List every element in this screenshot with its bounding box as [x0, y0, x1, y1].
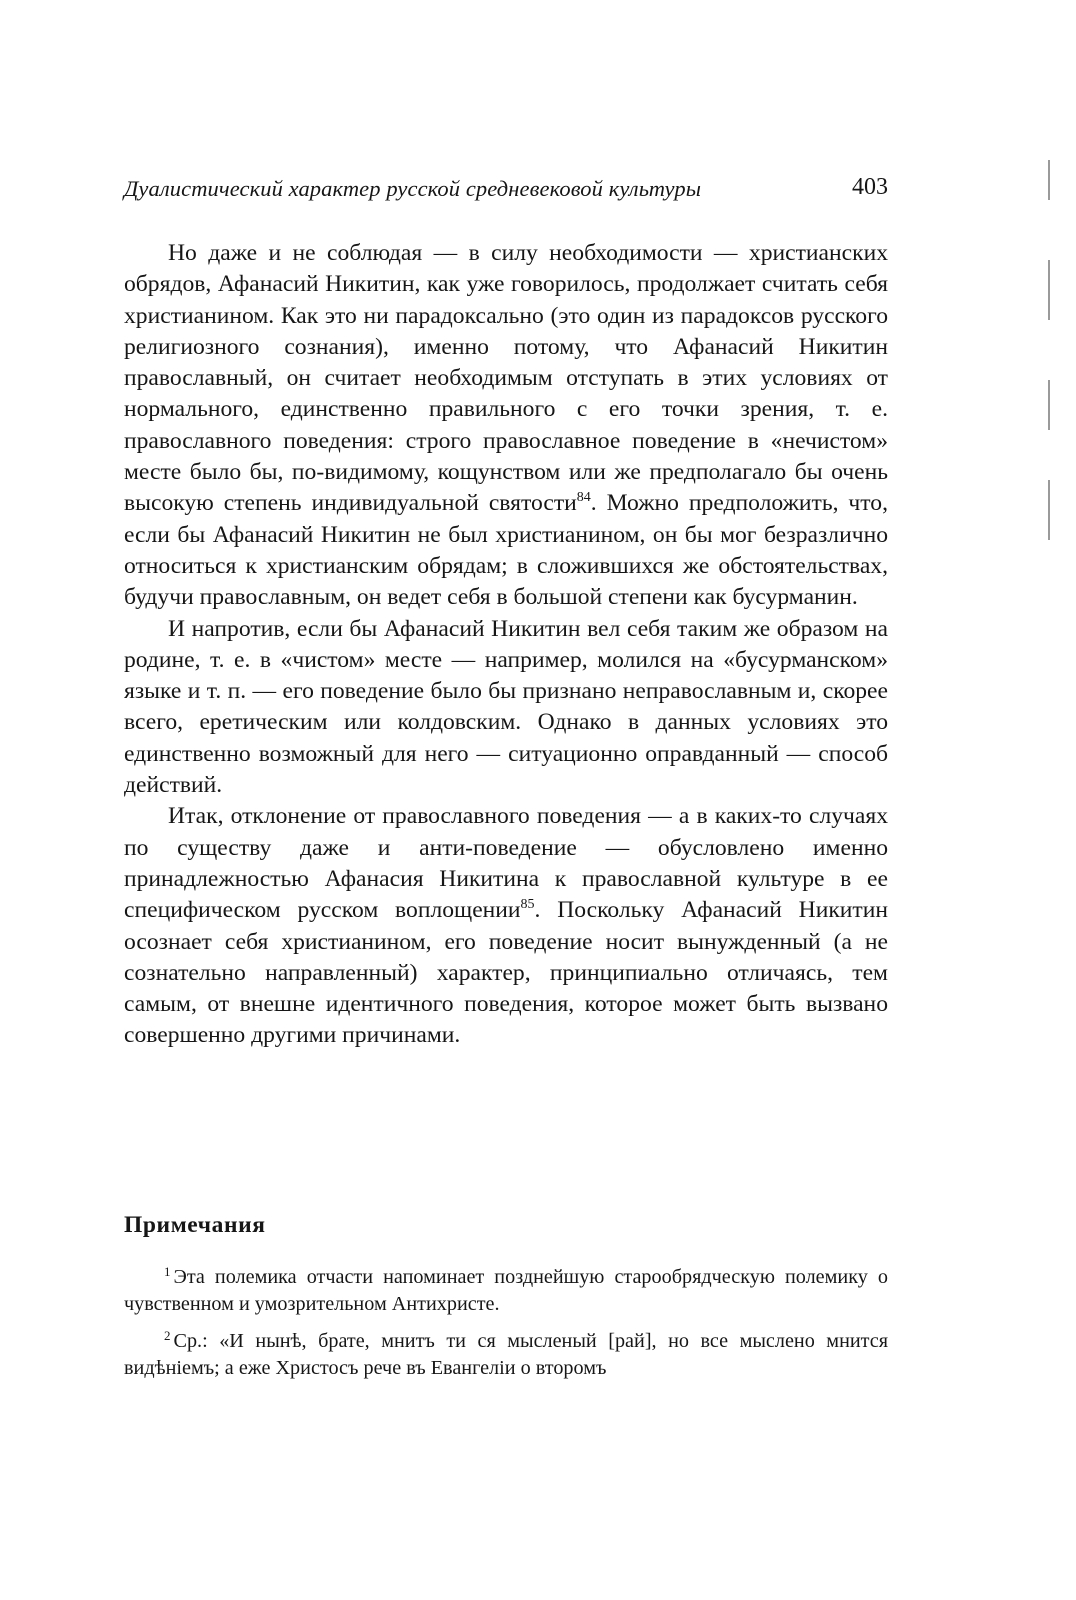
paragraph-3-part-1: Итак, отклонение от православного поведения — а в каких-то случаях по существу даже и анти-поведение — обусловлено именно принадлежностью Афанасия Никитина к православной культуре в ее специфическом русском воплощении [124, 803, 888, 924]
paragraph-1 [124, 238, 888, 614]
note-text: Ср.: «И нынѣ, брате, мнитъ ти ся мысленый [рай], но все мыслено мнится видѣнiемъ; а еже Христосъ рече въ Евангелiи о второмъ [124, 1330, 888, 1379]
paragraph-1-part-1: Но даже и не соблюдая — в силу необходимости — христианских обрядов, Афанасий Никитин, как уже говорилось, продолжает считать себя христианином. Как это ни парадоксально (это один из парадоксов русского религиозного сознания), именно потому, что Афанасий Никитин православный, он считает необходимым отступать в этих условиях от нормального, единственно правильного с его точки зрения, т. е. православного поведения: строго православное поведение в «нечистом» месте было бы, по-видимому, кощунством или же предполагало бы очень высокую степень индивидуальной святости [124, 240, 888, 517]
footnote-ref-84: 84 [576, 490, 591, 506]
note-item [124, 1328, 888, 1382]
main-text [124, 238, 888, 1052]
footnote-ref-85: 85 [520, 897, 535, 913]
paragraph-3-part-2: . Поскольку Афанасий Никитин осознает себя христианином, его поведение носит вынужденный (а не сознательно направленный) характер, принципиально отличаясь, тем самым, от внешне идентичного поведения, которое может быть вызвано совершенно другими причинами. [124, 897, 888, 1049]
note-item [124, 1264, 888, 1318]
paragraph-3 [124, 801, 888, 1051]
note-number: 2 [164, 1328, 171, 1343]
notes-heading: Примечания [124, 1212, 266, 1238]
page-number: 403 [852, 174, 888, 200]
scan-margin-marks [1048, 150, 1054, 570]
note-number: 1 [164, 1264, 171, 1279]
running-head [124, 174, 888, 208]
paragraph-1-part-2: . Можно предположить, что, если бы Афанасий Никитин не был христианином, он бы мог безразлично относиться к христианским обрядам; в сложившихся же обстоятельствах, будучи православным, он ведет себя в большой степени как бусурманин. [124, 490, 888, 611]
notes-list [124, 1264, 888, 1392]
running-title: Дуалистический характер русской средневековой культуры [124, 176, 702, 201]
note-text: Эта полемика отчасти напоминает позднейшую старообрядческую полемику о чувственном и умозрительном Антихристе. [124, 1266, 888, 1315]
paragraph-2: И напротив, если бы Афанасий Никитин вел себя таким же образом на родине, т. е. в «чистом» месте — например, молился на «бусурманском» языке и т. п. — его поведение было бы признано неправославным и, скорее всего, еретическим или колдовским. Однако в данных условиях это единственно возможный для него — ситуационно оправданный — способ действий. [124, 615, 888, 799]
